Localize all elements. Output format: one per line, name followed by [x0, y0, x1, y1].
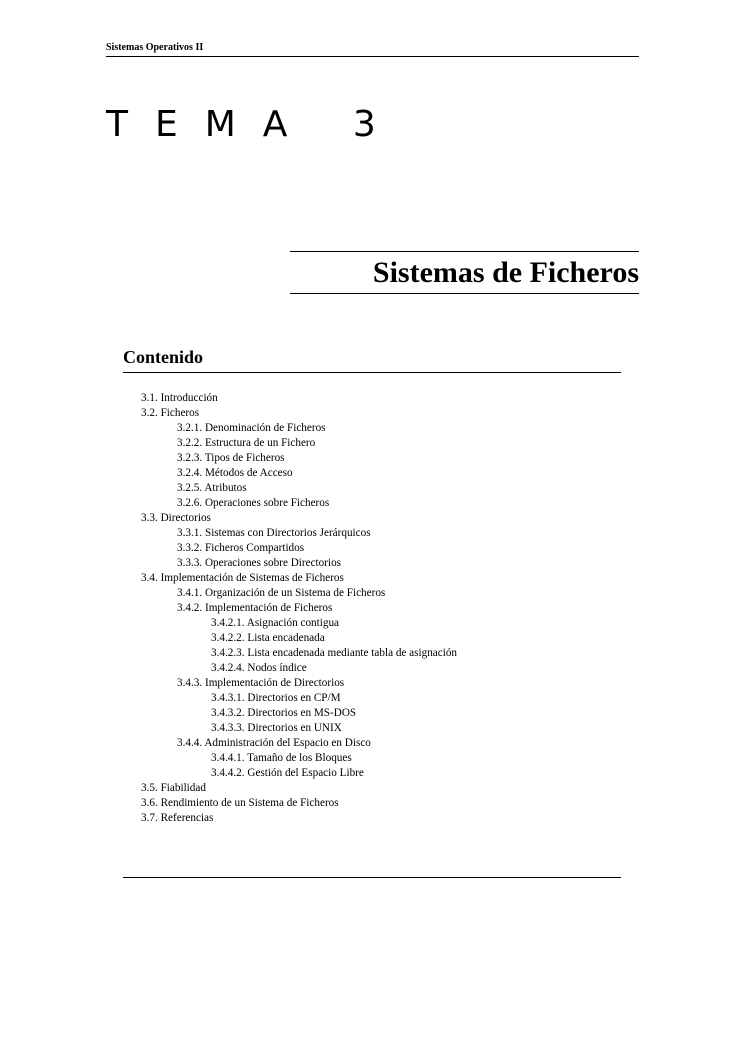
toc-item: 3.4.4. Administración del Espacio en Disco	[177, 737, 371, 749]
toc-item: 3.6. Rendimiento de un Sistema de Ficheros	[141, 797, 339, 809]
toc-item: 3.3.2. Ficheros Compartidos	[177, 542, 305, 554]
toc-item: 3.4.3. Implementación de Directorios	[177, 677, 345, 689]
toc-item: 3.5. Fiabilidad	[141, 782, 206, 794]
toc-item: 3.3.3. Operaciones sobre Directorios	[177, 557, 342, 569]
toc-item: 3.2.6. Operaciones sobre Ficheros	[177, 497, 330, 509]
toc-item: 3.4.2.1. Asignación contigua	[211, 617, 340, 629]
toc-item: 3.2. Ficheros	[141, 407, 200, 419]
toc-item: 3.4.3.1. Directorios en CP/M	[211, 692, 341, 704]
toc-item: 3.2.2. Estructura de un Fichero	[177, 437, 316, 449]
toc-item: 3.4.1. Organización de un Sistema de Ficheros	[177, 587, 386, 599]
toc-item: 3.4.3.3. Directorios en UNIX	[211, 722, 342, 734]
toc-item: 3.3. Directorios	[141, 512, 211, 524]
title-rule-bottom	[290, 293, 639, 294]
title-rule-top	[290, 251, 639, 252]
toc-item: 3.4.4.2. Gestión del Espacio Libre	[211, 767, 364, 779]
toc-item: 3.4.4.1. Tamaño de los Bloques	[211, 752, 352, 764]
contents-heading: Contenido	[123, 347, 621, 373]
toc-item: 3.7. Referencias	[141, 812, 214, 824]
toc-item: 3.2.5. Atributos	[177, 482, 247, 494]
toc-item: 3.4.2.2. Lista encadenada	[211, 632, 325, 644]
toc-item: 3.4.2.4. Nodos índice	[211, 662, 307, 674]
toc-item: 3.2.1. Denominación de Ficheros	[177, 422, 326, 434]
toc-item: 3.4.3.2. Directorios en MS-DOS	[211, 707, 357, 719]
table-of-contents	[141, 391, 457, 826]
bottom-rule	[123, 877, 621, 878]
toc-item: 3.4.2. Implementación de Ficheros	[177, 602, 333, 614]
toc-item: 3.2.3. Tipos de Ficheros	[177, 452, 285, 464]
chapter-label: TEMA 3	[106, 104, 403, 145]
toc-item: 3.2.4. Métodos de Acceso	[177, 467, 293, 479]
running-header: Sistemas Operativos II	[106, 42, 639, 57]
toc-item: 3.1. Introducción	[141, 392, 218, 404]
toc-item: 3.4.2.3. Lista encadenada mediante tabla de asignación	[211, 647, 458, 659]
chapter-title: Sistemas de Ficheros	[372, 256, 639, 289]
toc-item: 3.3.1. Sistemas con Directorios Jerárquicos	[177, 527, 371, 539]
toc-item: 3.4. Implementación de Sistemas de Ficheros	[141, 572, 344, 584]
